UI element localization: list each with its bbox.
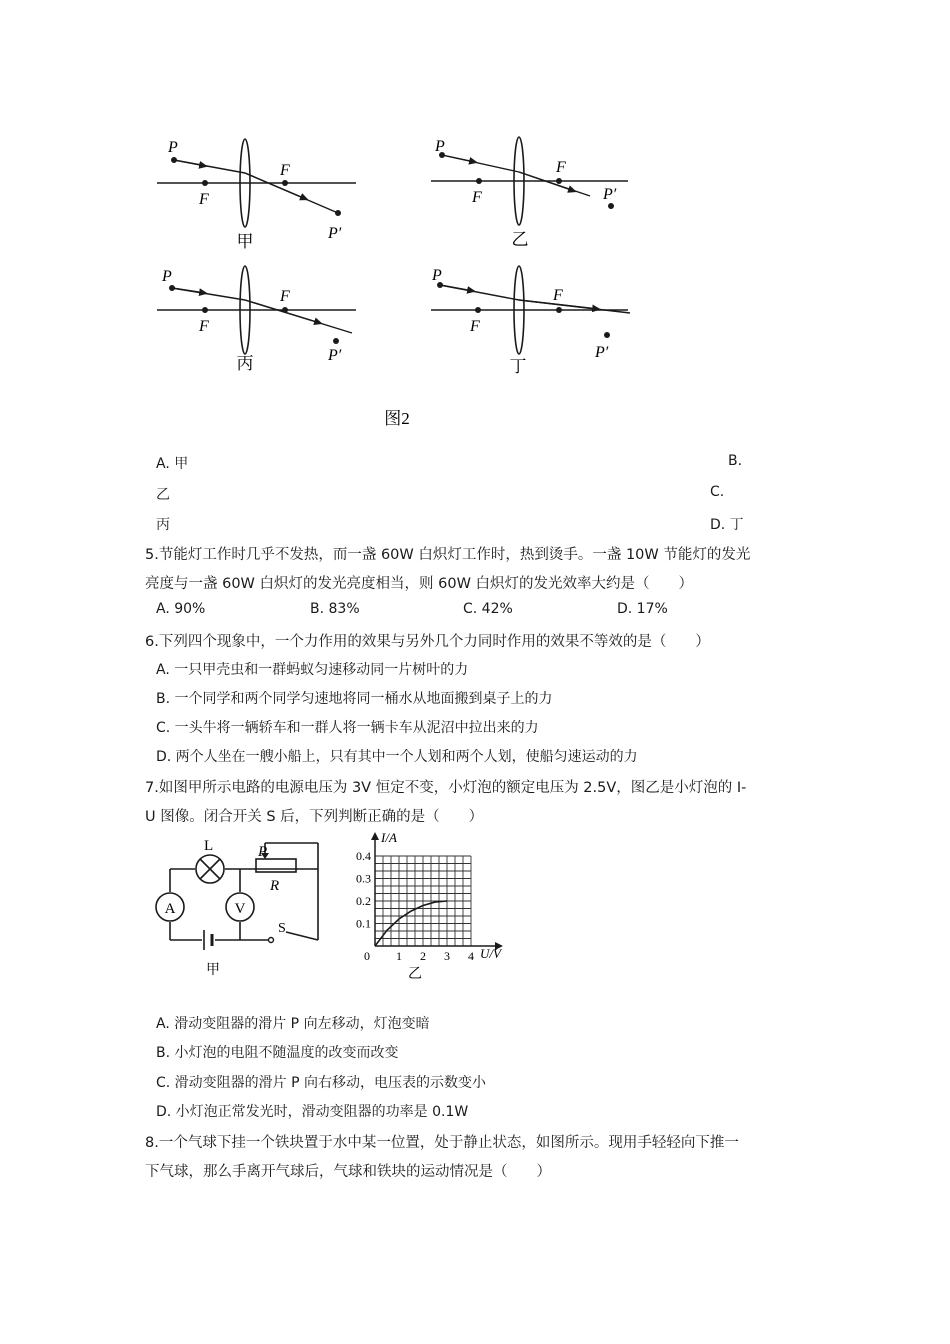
q7-option-b[interactable]: B. 小灯泡的电阻不随温度的改变而改变 [156, 1045, 399, 1061]
label-p: P [168, 139, 178, 156]
q4-option-text: 乙 [156, 487, 170, 503]
q8-question-line2: 下气球，那么手离开气球后，气球和铁块的运动情况是（ ） [145, 1164, 551, 1180]
q5-option-d[interactable]: D. 17% [617, 601, 668, 617]
label-f-right: F [553, 287, 563, 304]
y-tick-label: 0.1 [356, 916, 371, 931]
x-tick-label: 2 [420, 949, 426, 963]
x-tick-label: 4 [468, 949, 474, 963]
figure2-lens-diagrams [0, 0, 950, 440]
x-tick-label: 1 [396, 949, 402, 963]
label-p: P [432, 267, 442, 284]
q6-option-c[interactable]: C. 一头牛将一辆轿车和一群人将一辆卡车从泥沼中拉出来的力 [156, 720, 539, 736]
diagram-label: 丁 [509, 357, 527, 376]
q6-question: 6.下列四个现象中，一个力作用的效果与另外几个力同时作用的效果不等效的是（ ） [145, 634, 710, 650]
label-p-prime: P′ [328, 225, 342, 242]
battery-icon [204, 930, 212, 950]
label-f-right: F [280, 288, 290, 305]
x-tick-label: 0 [364, 949, 370, 963]
label-f-right: F [556, 159, 566, 176]
x-axis-label: U/V [480, 946, 501, 961]
q7-question-line2: U 图像。闭合开关 S 后，下列判断正确的是（ ） [145, 809, 484, 825]
q5-option-a[interactable]: A. 90% [156, 601, 206, 617]
label-p-prime: P′ [603, 186, 617, 203]
switch-label: S [278, 921, 286, 936]
circuit-caption: 甲 [206, 963, 220, 978]
y-tick-label: 0.4 [356, 849, 371, 863]
resistor-label: R [270, 878, 280, 894]
label-p-prime: P′ [595, 344, 609, 361]
q6-option-d[interactable]: D. 两个人坐在一艘小船上，只有其中一个人划和两个人划，使船匀速运动的力 [156, 749, 638, 765]
label-f-left: F [199, 191, 209, 208]
label-p: P [162, 268, 172, 285]
figure-caption: 图2 [384, 409, 410, 428]
x-tick-label: 3 [444, 949, 450, 963]
q6-option-a[interactable]: A. 一只甲壳虫和一群蚂蚁匀速移动同一片树叶的力 [156, 662, 469, 678]
ammeter-icon [156, 893, 184, 921]
label-p: P [435, 138, 445, 155]
q4-option-b[interactable]: B. [728, 453, 743, 469]
lens-diagram-ding [431, 266, 630, 376]
slider-label: P [258, 844, 268, 860]
q5-option-b[interactable]: B. 83% [310, 601, 360, 617]
y-axis-arrow-icon [371, 832, 379, 840]
label-f-left: F [472, 189, 482, 206]
diagram-label: 甲 [236, 232, 254, 251]
y-axis-label: I/A [381, 830, 397, 845]
q4-option-a[interactable]: A. 甲 [156, 456, 189, 472]
q5-question-line1: 5.节能灯工作时几乎不发热，而一盏 60W 白炽灯工作时，热到烫手。一盏 10W 节能灯的发光 [145, 547, 751, 563]
label-f-left: F [199, 318, 209, 335]
circuit-diagram [140, 832, 340, 982]
y-tick-label: 0.3 [356, 871, 371, 886]
label-f-left: F [470, 318, 480, 335]
q4-option-d[interactable]: D. 丁 [710, 517, 744, 533]
iu-chart [345, 828, 515, 986]
label-f-right: F [280, 162, 290, 179]
chart-caption: 乙 [408, 967, 422, 982]
voltmeter-icon [226, 893, 254, 921]
q4-option-text: 丙 [156, 517, 170, 533]
q5-question-line2: 亮度与一盏 60W 白炽灯的发光亮度相当，则 60W 白炽灯的发光效率大约是（ ） [145, 576, 694, 592]
q8-question-line1: 8.一个气球下挂一个铁块置于水中某一位置，处于静止状态，如图所示。现用手轻轻向下推一 [145, 1135, 739, 1151]
label-p-prime: P′ [328, 347, 342, 364]
lamp-icon [196, 855, 224, 883]
diagram-label: 丙 [236, 354, 254, 373]
q7-option-c[interactable]: C. 滑动变阻器的滑片 P 向右移动，电压表的示数变小 [156, 1075, 487, 1091]
lens-diagram-yi [431, 137, 628, 249]
switch-icon [269, 938, 274, 943]
q6-option-b[interactable]: B. 一个同学和两个同学匀速地将同一桶水从地面搬到桌子上的力 [156, 691, 553, 707]
lens-diagram-jia [157, 139, 356, 251]
y-tick-label: 0.2 [356, 894, 371, 908]
q7-option-a[interactable]: A. 滑动变阻器的滑片 P 向左移动，灯泡变暗 [156, 1016, 430, 1032]
q7-option-d[interactable]: D. 小灯泡正常发光时，滑动变阻器的功率是 0.1W [156, 1104, 469, 1120]
lamp-label: L [204, 838, 214, 854]
q7-question-line1: 7.如图甲所示电路的电源电压为 3V 恒定不变，小灯泡的额定电压为 2.5V，图乙是小灯泡的 I- [145, 780, 747, 796]
q4-option-c[interactable]: C. [710, 484, 725, 500]
lens-diagram-bing [157, 266, 356, 373]
diagram-label: 乙 [511, 230, 529, 249]
q5-option-c[interactable]: C. 42% [463, 601, 513, 617]
svg-text:V: V [234, 901, 246, 917]
svg-text:A: A [164, 901, 176, 917]
